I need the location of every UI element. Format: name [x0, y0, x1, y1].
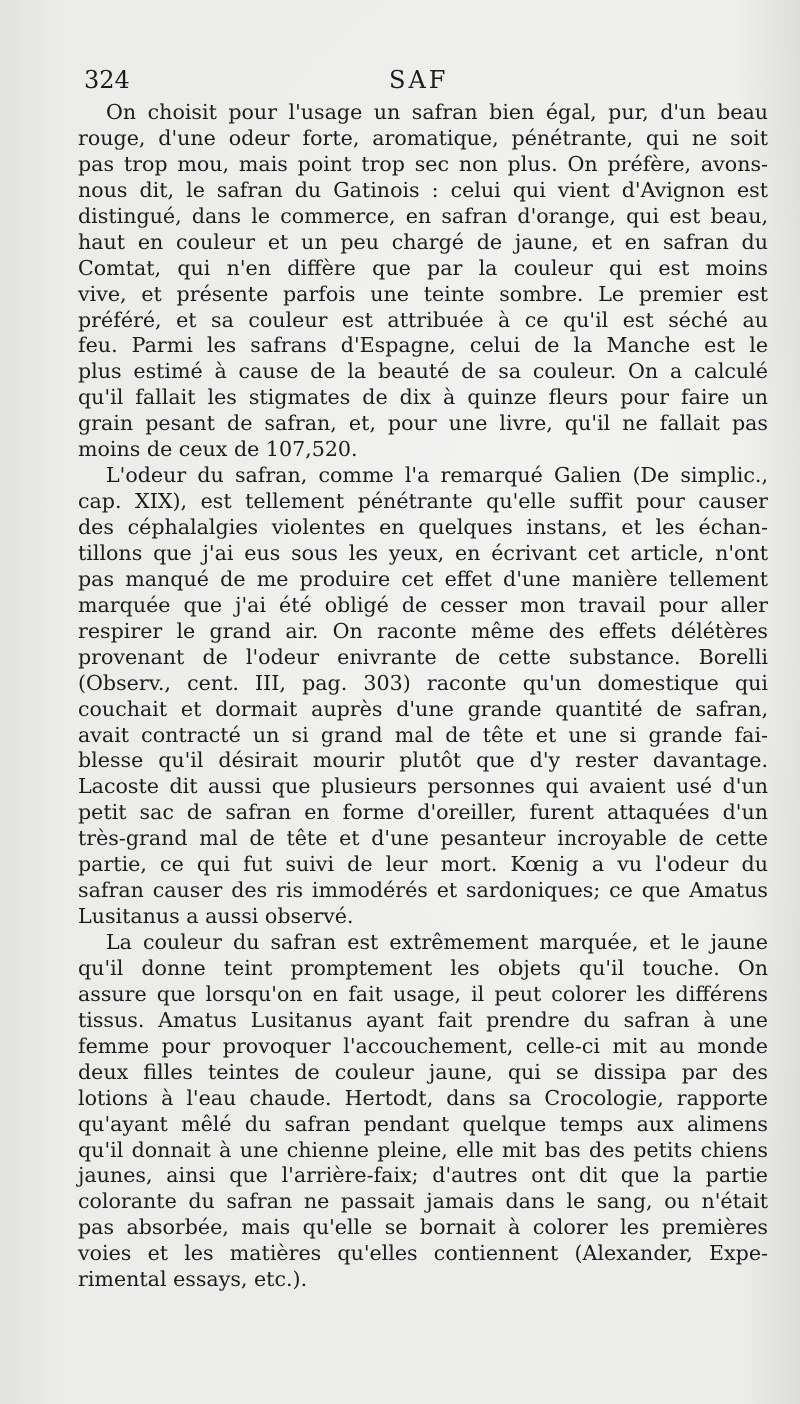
text-line: pas trop mou, mais point trop sec non plus. On préfère, avons- [78, 151, 768, 176]
page-header [84, 66, 744, 98]
text-line: femme pour provoquer l'accouchement, celle-ci mit au monde [78, 1033, 768, 1058]
text-line: feu. Parmi les safrans d'Espagne, celui de la Manche est le [78, 333, 768, 358]
text-line: couchait et dormait auprès d'une grande quantité de safran, [78, 696, 768, 721]
text-line: plus estimé à cause de la beauté de sa couleur. On a calculé [78, 359, 768, 384]
text-line: Lusitanus a aussi observé. [78, 904, 354, 929]
text-line: tillons que j'ai eus sous les yeux, en écrivant cet article, n'ont [78, 540, 768, 565]
text-line: L'odeur du safran, comme l'a remarqué Galien (De simplic., [106, 463, 768, 488]
text-line: provenant de l'odeur enivrante de cette substance. Borelli [78, 644, 768, 669]
text-line: haut en couleur et un peu chargé de jaune, et en safran du [78, 229, 768, 254]
text-line: cap. XIX), est tellement pénétrante qu'elle suffit pour causer [78, 489, 768, 514]
text-line: respirer le grand air. On raconte même des effets délétères [78, 618, 768, 643]
text-line: petit sac de safran en forme d'oreiller, furent attaquées d'un [78, 800, 768, 825]
paragraph-3 [78, 930, 768, 1293]
text-line: distingué, dans le commerce, en safran d'orange, qui est beau, [78, 203, 768, 228]
paragraph-2 [78, 463, 768, 930]
text-line: jaunes, ainsi que l'arrière-faix; d'autres ont dit que la partie [78, 1163, 768, 1188]
text-line: pas absorbée, mais qu'elle se bornait à colorer les premières [78, 1215, 768, 1240]
page-number: 324 [84, 66, 130, 94]
text-line: marquée que j'ai été obligé de cesser mon travail pour aller [78, 592, 768, 617]
text-line: nous dit, le safran du Gatinois : celui qui vient d'Avignon est [78, 177, 768, 202]
body-text [78, 100, 768, 1293]
text-line: moins de ceux de 107,520. [78, 437, 358, 462]
text-line: On choisit pour l'usage un safran bien égal, pur, d'un beau [106, 100, 768, 124]
text-line: colorante du safran ne passait jamais dans le sang, ou n'était [78, 1189, 768, 1214]
text-line: préféré, et sa couleur est attribuée à ce qu'il est séché au [78, 307, 768, 332]
running-head: SAF [389, 66, 449, 94]
paragraph-1 [78, 100, 768, 463]
text-line: qu'ayant mêlé du safran pendant quelque temps aux alimens [78, 1111, 768, 1136]
text-line: rimental essays, etc.). [78, 1267, 308, 1292]
text-line: qu'il donnait à une chienne pleine, elle mit bas des petits chiens [78, 1137, 768, 1162]
text-line: rouge, d'une odeur forte, aromatique, pénétrante, qui ne soit [78, 125, 768, 150]
text-line: Lacoste dit aussi que plusieurs personnes qui avaient usé d'un [78, 774, 768, 799]
text-line: des céphalalgies violentes en quelques instans, et les échan- [78, 515, 768, 539]
text-line: tissus. Amatus Lusitanus ayant fait prendre du safran à une [78, 1007, 768, 1032]
text-line: deux filles teintes de couleur jaune, qui se dissipa par des [78, 1059, 768, 1084]
text-line: très-grand mal de tête et d'une pesanteur incroyable de cette [78, 826, 768, 851]
text-line: voies et les matières qu'elles contiennent (Alexander, Expe- [78, 1241, 768, 1266]
text-line: qu'il fallait les stigmates de dix à quinze fleurs pour faire un [78, 385, 768, 410]
text-line: La couleur du safran est extrêmement marquée, et le jaune [106, 930, 768, 954]
text-line: Comtat, qui n'en diffère que par la couleur qui est moins [78, 255, 768, 280]
text-line: (Observ., cent. III, pag. 303) raconte qu'un domestique qui [78, 670, 768, 695]
text-line: qu'il donne teint promptement les objets qu'il touche. On [78, 955, 768, 980]
text-line: blesse qu'il désirait mourir plutôt que d'y rester davantage. [78, 748, 768, 773]
text-line: assure que lorsqu'on en fait usage, il peut colorer les différens [78, 981, 768, 1006]
text-line: grain pesant de safran, et, pour une livre, qu'il ne fallait pas [78, 411, 768, 436]
text-line: partie, ce qui fut suivi de leur mort. Kœnig a vu l'odeur du [78, 852, 768, 877]
text-line: safran causer des ris immodérés et sardoniques; ce que Amatus [78, 878, 768, 903]
text-line: lotions à l'eau chaude. Hertodt, dans sa Crocologie, rapporte [78, 1085, 768, 1110]
text-line: vive, et présente parfois une teinte sombre. Le premier est [78, 281, 768, 306]
text-line: avait contracté un si grand mal de tête et une si grande fai- [78, 722, 768, 747]
text-line: pas manqué de me produire cet effet d'une manière tellement [78, 566, 768, 591]
